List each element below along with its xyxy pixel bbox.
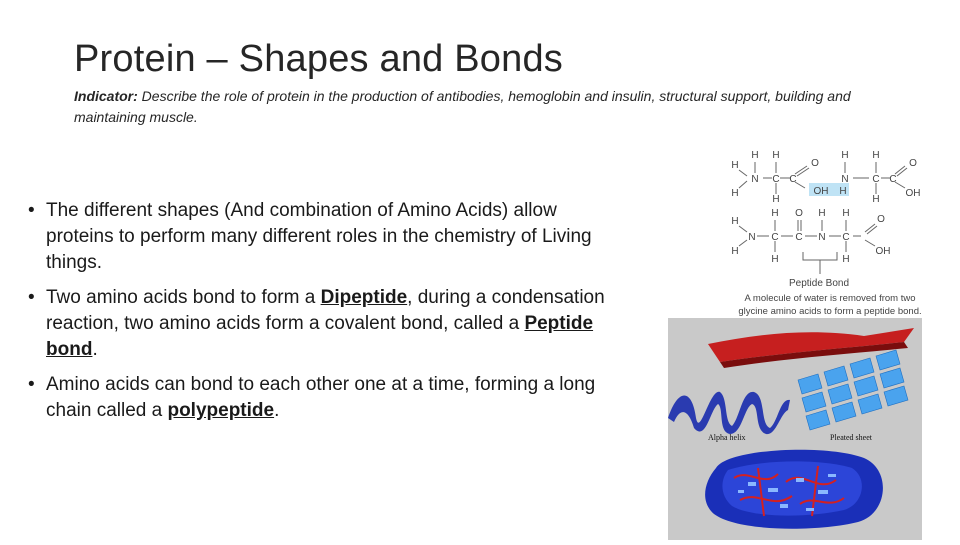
figure-caption-line2: glycine amino acids to form a peptide bond. <box>738 306 922 317</box>
atom-h: H <box>731 246 739 257</box>
bullet-text-post: . <box>274 400 280 421</box>
bullet-text: The different shapes (And combination of Amino Acids) allow proteins to perform many different roles in the chemistry of Living things. <box>46 200 592 273</box>
alpha-helix-shape <box>668 392 790 434</box>
globular-protein-shape <box>705 450 883 529</box>
bullet-dot: • <box>28 200 35 221</box>
atom-h: H <box>872 194 880 205</box>
bullet-text-mid: , during a condensation reaction, two amino acids form a covalent bond, called a <box>46 287 605 334</box>
pleated-sheet-shape <box>798 350 908 430</box>
peptide-bond-diagram <box>725 146 940 318</box>
atom-h: H <box>771 254 779 265</box>
bullet-list <box>28 198 628 433</box>
protein-structure-svg <box>668 318 922 540</box>
bullet-dot: • <box>28 374 35 395</box>
figure-caption-line1: A molecule of water is removed from two <box>744 293 916 304</box>
atom-c: C <box>842 232 850 243</box>
atom-c: C <box>872 174 880 185</box>
atom-n: N <box>841 174 849 185</box>
bullet-item-polypeptide <box>28 372 628 424</box>
atom-n: N <box>748 232 756 243</box>
atom-c: C <box>795 232 803 243</box>
peptide-bond-label: Peptide Bond <box>788 278 850 289</box>
atom-c: C <box>771 232 779 243</box>
peptide-bond-svg <box>725 146 940 318</box>
atom-h: H <box>772 150 780 161</box>
atom-oh: OH <box>875 246 891 257</box>
atom-oh: OH <box>905 188 921 199</box>
protein-structure-figure <box>668 318 922 540</box>
atom-n: N <box>751 174 759 185</box>
term-peptide-bond: Peptide bond <box>46 313 594 360</box>
atom-h: H <box>872 150 880 161</box>
slide-title: Protein – Shapes and Bonds <box>74 38 563 80</box>
atom-h: H <box>771 208 779 219</box>
atom-c: C <box>772 174 780 185</box>
atom-h: H <box>842 254 850 265</box>
atom-h: H <box>841 150 849 161</box>
bullet-text-post: . <box>92 339 98 360</box>
atom-h: H <box>731 160 739 171</box>
bullet-dot: • <box>28 287 35 308</box>
atom-o: O <box>909 158 917 169</box>
bullet-item-dipeptide <box>28 285 628 363</box>
indicator-body: Describe the role of protein in the production of antibodies, hemoglobin and insulin, structural support, building and maintaining muscle. <box>74 88 851 125</box>
atom-h: H <box>751 150 759 161</box>
atom-o: O <box>811 158 819 169</box>
atom-oh: OH <box>813 186 829 197</box>
atom-h: H <box>839 186 847 197</box>
term-dipeptide: Dipeptide <box>320 287 408 308</box>
atom-h: H <box>842 208 850 219</box>
atom-h: H <box>731 216 739 227</box>
pleated-sheet-label: Pleated sheet <box>830 433 872 442</box>
alpha-helix-label: Alpha helix <box>708 433 746 442</box>
bullet-text-pre: Two amino acids bond to form a <box>46 287 321 308</box>
indicator-text <box>74 86 924 128</box>
atom-c: C <box>789 174 797 185</box>
bullet-item-shapes <box>28 198 628 276</box>
atom-h: H <box>731 188 739 199</box>
atom-o: O <box>877 214 885 225</box>
atom-h: H <box>772 194 780 205</box>
indicator-label: Indicator: <box>74 88 138 104</box>
atom-h: H <box>818 208 826 219</box>
atom-o: O <box>795 208 803 219</box>
bullet-text-pre: Amino acids can bond to each other one at a time, forming a long chain called a <box>46 374 596 421</box>
term-polypeptide: polypeptide <box>167 400 275 421</box>
atom-c: C <box>889 174 897 185</box>
atom-n: N <box>818 232 826 243</box>
